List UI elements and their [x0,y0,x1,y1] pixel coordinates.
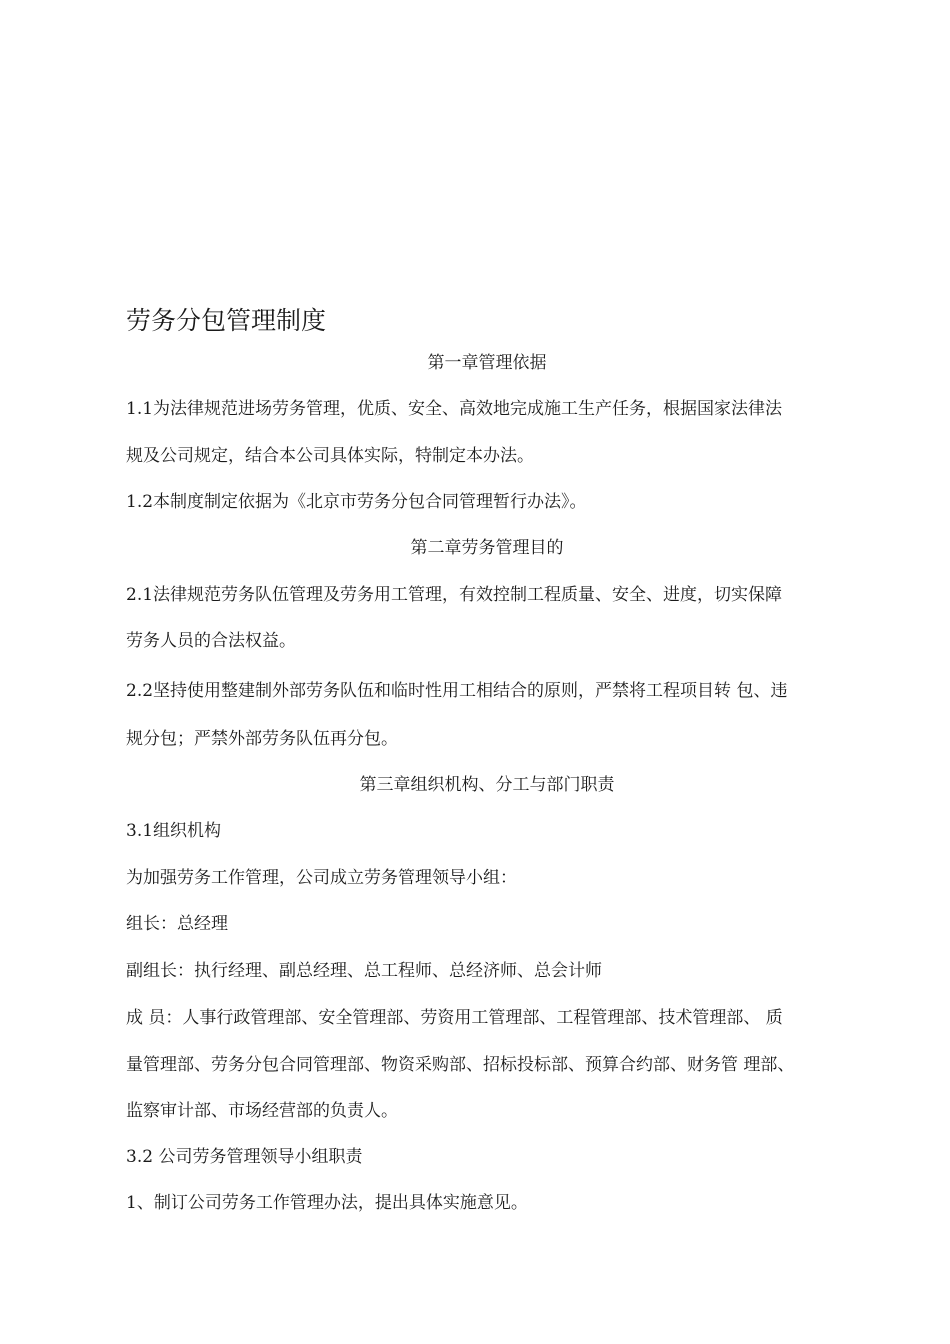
section-3-1-heading: 3.1组织机构 [126,821,222,841]
duty-item-1: 1、制订公司劳务工作管理办法，提出具体实施意见。 [126,1193,528,1213]
chapter-2-heading: 第二章劳务管理目的 [410,538,564,558]
section-3-2-heading: 3.2 公司劳务管理领导小组职责 [126,1147,363,1167]
paragraph-1-1-line-1: 1.1为法律规范进场劳务管理，优质、安全、高效地完成施工生产任务，根据国家法律法 [126,399,783,419]
paragraph-2-2-line-2: 规分包；严禁外部劳务队伍再分包。 [126,729,398,749]
group-members-line-1: 成 员：人事行政管理部、安全管理部、劳资用工管理部、工程管理部、技术管理部、 质 [126,1008,783,1028]
paragraph-1-2: 1.2本制度制定依据为《北京市劳务分包合同管理暂行办法》。 [126,492,587,512]
group-members-line-2: 量管理部、劳务分包合同管理部、物资采购部、招标投标部、预算合约部、财务管 理部、 [126,1055,795,1075]
paragraph-2-1-line-2: 劳务人员的合法权益。 [126,631,296,651]
chapter-3-heading: 第三章组织机构、分工与部门职责 [359,775,615,795]
paragraph-1-1-line-2: 规及公司规定，结合本公司具体实际，特制定本办法。 [126,446,534,466]
group-leader-line: 组长：总经理 [126,914,228,934]
paragraph-2-2-line-1: 2.2坚持使用整建制外部劳务队伍和临时性用工相结合的原则，严禁将工程项目转 包、违 [126,681,788,701]
group-deputy-line: 副组长：执行经理、副总经理、总工程师、总经济师、总会计师 [126,961,602,981]
chapter-1-heading: 第一章管理依据 [427,353,547,373]
section-3-1-intro: 为加强劳务工作管理，公司成立劳务管理领导小组： [126,868,517,888]
group-members-line-3: 监察审计部、市场经营部的负责人。 [126,1101,398,1121]
document-title: 劳务分包管理制度 [126,306,327,335]
paragraph-2-1-line-1: 2.1法律规范劳务队伍管理及劳务用工管理，有效控制工程质量、安全、进度，切实保障 [126,585,783,605]
